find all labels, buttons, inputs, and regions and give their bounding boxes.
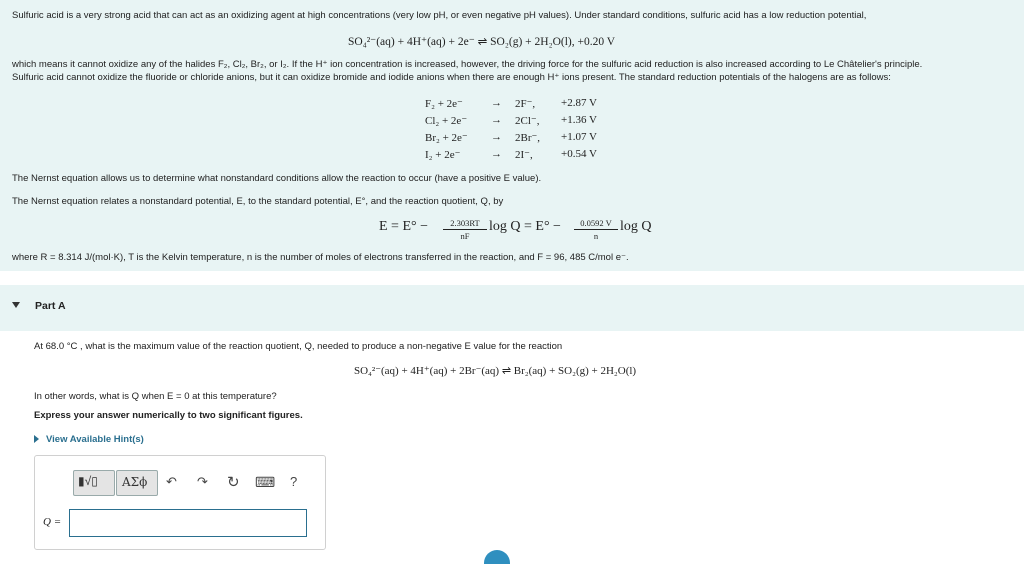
- halogen-potential: +2.87 V: [561, 97, 597, 109]
- expand-arrow-icon: [34, 435, 39, 443]
- halogen-lhs: Br₂ + 2e⁻: [425, 132, 468, 144]
- fraction-numerator: 2.303RT: [450, 218, 480, 228]
- halogen-lhs: Cl₂ + 2e⁻: [425, 115, 468, 127]
- nernst-eq-mid: log Q = E° −: [489, 219, 561, 234]
- help-bubble-icon[interactable]: [484, 550, 510, 564]
- intro-line-2: which means it cannot oxidize any of the halides F₂, Cl₂, Br₂, or I₂. If the H⁺ ion concentration is increased, however, the driving force for the sulfuric acid reduction is also increased according to Le Châtelier's principle.: [12, 59, 923, 70]
- template-button[interactable]: [73, 470, 115, 496]
- part-title: Part A: [35, 300, 66, 312]
- halogen-lhs: I₂ + 2e⁻: [425, 149, 461, 161]
- collapse-triangle-icon[interactable]: [12, 302, 20, 308]
- help-icon[interactable]: ?: [290, 474, 298, 489]
- halogen-rhs: 2Br⁻,: [515, 132, 541, 144]
- arrow-icon: →: [491, 131, 502, 143]
- answer-instruction: Express your answer numerically to two significant figures.: [34, 410, 303, 421]
- greek-symbols-button[interactable]: [116, 470, 158, 496]
- halogen-potential: +1.07 V: [561, 131, 597, 143]
- keyboard-icon[interactable]: ⌨: [255, 474, 276, 490]
- halogen-potential: +1.36 V: [561, 114, 597, 126]
- intro-line-3: Sulfuric acid cannot oxidize the fluoride or chloride anions, but it can oxidize bromide and iodide anions when there are enough H⁺ ions present. The standard reduction potentials of the halogens are as follows:: [12, 72, 891, 83]
- answer-input[interactable]: [69, 509, 307, 537]
- redo-icon[interactable]: ↷: [197, 474, 208, 489]
- fraction-bar: [574, 229, 618, 230]
- greek-label: ΑΣϕ: [122, 475, 148, 489]
- question-reaction: SO₄²⁻(aq) + 4H⁺(aq) + 2Br⁻(aq) ⇌ Br₂(aq) + SO₂(g) + 2H₂O(l): [354, 365, 637, 377]
- fraction-denominator: n: [593, 231, 599, 241]
- nernst-eq-right: log Q: [620, 219, 652, 234]
- arrow-icon: →: [491, 97, 502, 109]
- intro-line-1: Sulfuric acid is a very strong acid that can act as an oxidizing agent at high concentrations (very low pH, or even negative pH values). Under standard conditions, sulfuric acid has a low reduction potential,: [12, 10, 867, 21]
- arrow-icon: →: [491, 148, 502, 160]
- constants-line: where R = 8.314 J/(mol·K), T is the Kelvin temperature, n is the number of moles of electrons transferred in the reaction, and F = 96, 485 C/mol e⁻.: [12, 252, 629, 263]
- fraction-bar: [443, 229, 487, 230]
- view-hints-link[interactable]: [34, 434, 144, 445]
- nernst-intro-1: The Nernst equation allows us to determine what nonstandard conditions allow the reaction to occur (have a positive E value).: [12, 173, 542, 184]
- other-words-text: In other words, what is Q when E = 0 at this temperature?: [34, 391, 277, 402]
- question-text: At 68.0 °C , what is the maximum value of the reaction quotient, Q, needed to produce a non-negative E value for the reaction: [34, 341, 563, 352]
- halogen-rhs: 2I⁻,: [515, 149, 533, 161]
- arrow-icon: →: [491, 114, 502, 126]
- undo-icon[interactable]: ↶: [166, 474, 177, 489]
- nernst-intro-2: The Nernst equation relates a nonstandard potential, E, to the standard potential, E°, and the reaction quotient, Q, by: [12, 196, 504, 207]
- hint-label: View Available Hint(s): [46, 434, 144, 445]
- halogen-rhs: 2F⁻,: [515, 98, 536, 110]
- reset-icon[interactable]: ↻: [227, 474, 240, 491]
- halogen-rhs: 2Cl⁻,: [515, 115, 540, 127]
- answer-label: Q =: [43, 516, 62, 528]
- nernst-eq-left: E = E° −: [379, 219, 428, 234]
- radical-template-icon: ▮√▯: [78, 474, 98, 488]
- halogen-potential: +0.54 V: [561, 148, 597, 160]
- part-a-header[interactable]: [0, 285, 1024, 331]
- fraction-numerator: 0.0592 V: [580, 218, 612, 228]
- fraction-denominator: nF: [460, 231, 470, 241]
- sulfuric-reduction-equation: SO₄²⁻(aq) + 4H⁺(aq) + 2e⁻ ⇌ SO₂(g) + 2H₂O(l), +0.20 V: [348, 36, 616, 48]
- halogen-lhs: F₂ + 2e⁻: [425, 98, 463, 110]
